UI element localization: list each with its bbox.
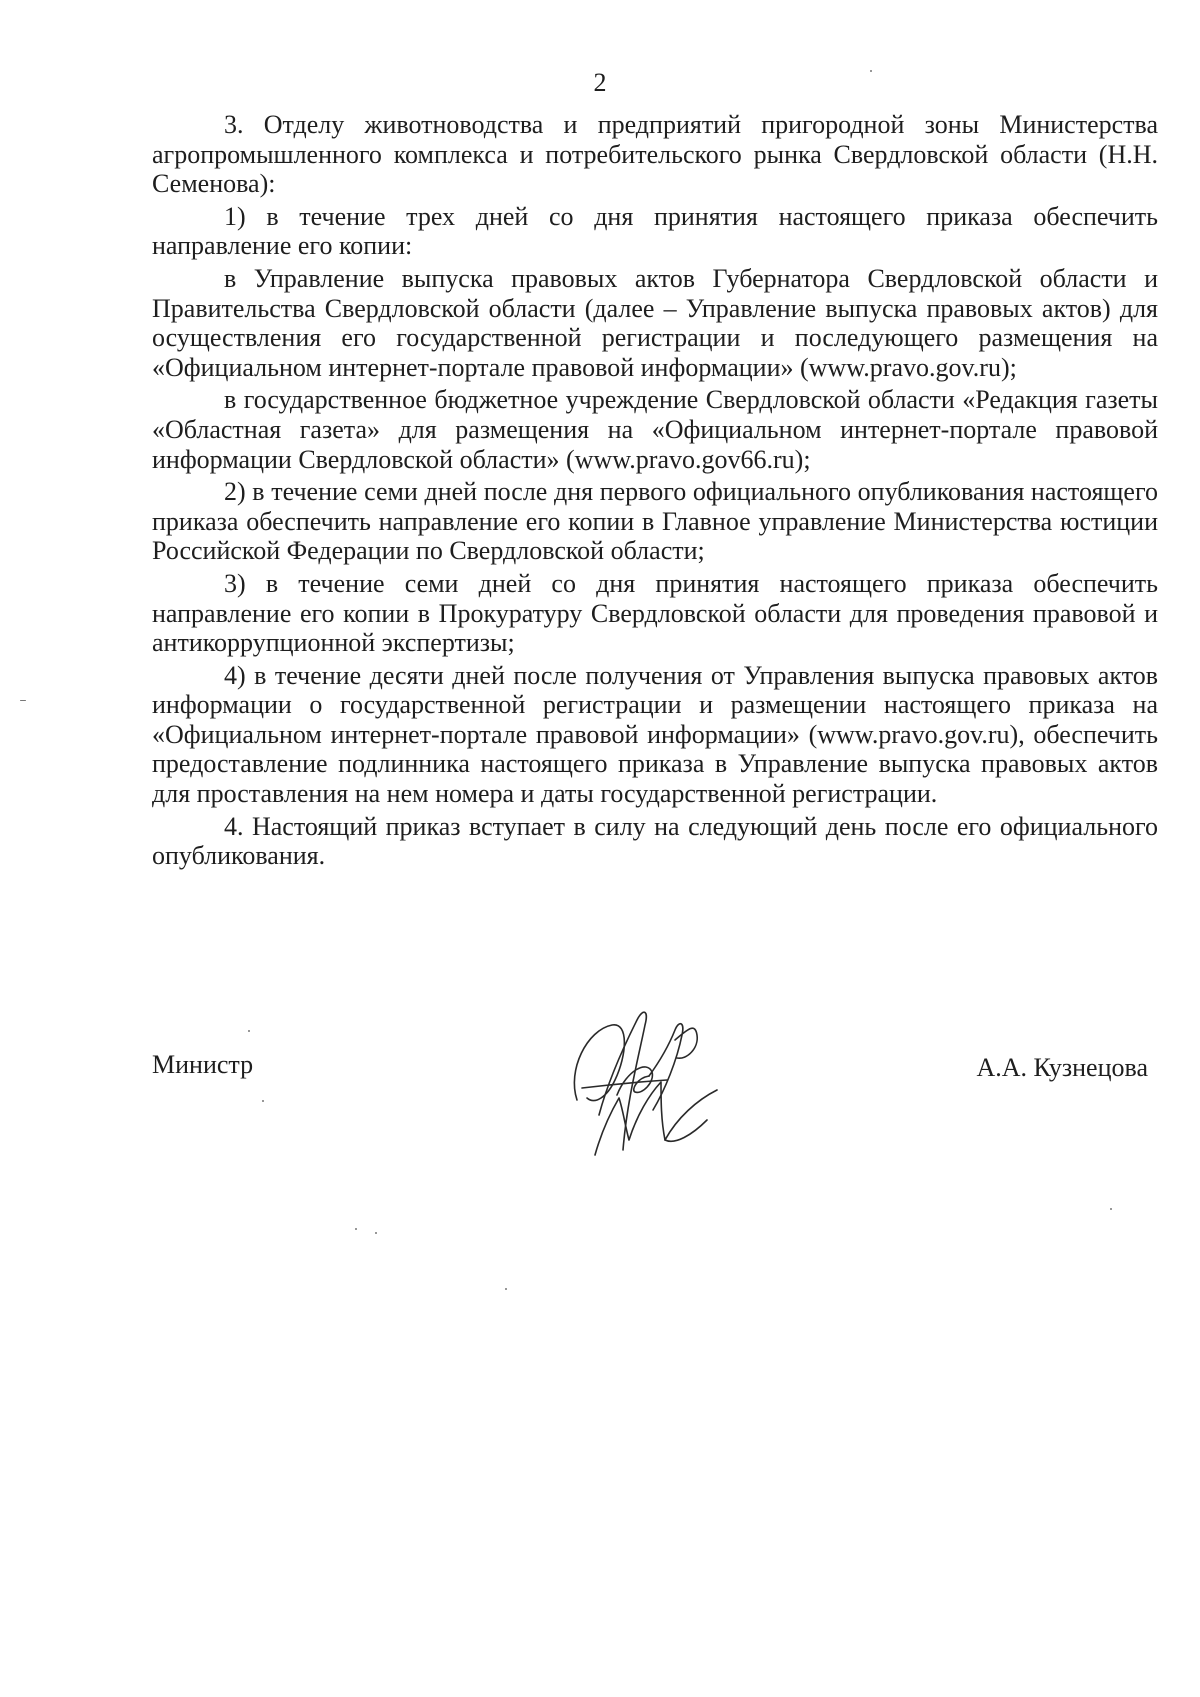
scan-speck — [248, 1030, 250, 1032]
paragraph-section-4: 4. Настоящий приказ вступает в силу на следующий день после его официального опубликования. — [152, 811, 1158, 871]
scan-speck — [870, 70, 872, 72]
document-body — [152, 110, 1158, 874]
page-number: 2 — [593, 68, 607, 97]
paragraph-item-2: 2) в течение семи дней после дня первого официального опубликования настоящего приказа обеспечить направление его копии в Главное управление Министерства юстиции Российской Федерации по Свердловской области; — [152, 477, 1158, 566]
signatory-name: А.А. Кузнецова — [976, 1053, 1148, 1082]
handwritten-signature-icon — [557, 1000, 737, 1170]
paragraph-section-3: 3. Отделу животноводства и предприятий пригородной зоны Министерства агропромышленного комплекса и потребительского рынка Свердловской области (Н.Н. Семенова): — [152, 110, 1158, 199]
scan-speck — [262, 1100, 264, 1102]
scan-speck — [20, 700, 26, 701]
scan-speck — [355, 1228, 357, 1230]
paragraph-item-1: 1) в течение трех дней со дня принятия настоящего приказа обеспечить направление его копии: — [152, 201, 1158, 261]
paragraph-item-4: 4) в течение десяти дней после получения от Управления выпуска правовых актов информации о государственной регистрации и размещении настоящего приказа на «Официальном интернет-портале правовой информации» (www.pravo.gov.ru), обеспечить предоставление подлинника настоящего приказа в Управление выпуска правовых актов для проставления на нем номера и даты государственной регистрации. — [152, 660, 1158, 809]
scan-speck — [375, 1232, 377, 1234]
paragraph-item-1-recipient-1: в Управление выпуска правовых актов Губернатора Свердловской области и Правительства Свердловской области (далее – Управление выпуска правовых актов) для осуществления его государственной регистрации и последующего размещения на «Официальном интернет-портале правовой информации» (www.pravo.gov.ru); — [152, 263, 1158, 382]
scan-speck — [505, 1288, 507, 1290]
paragraph-item-3: 3) в течение семи дней со дня принятия настоящего приказа обеспечить направление его копии в Прокуратуру Свердловской области для проведения правовой и антикоррупционной экспертизы; — [152, 568, 1158, 658]
signature-block — [152, 1050, 1158, 1170]
scan-speck — [1110, 1208, 1112, 1210]
signatory-position: Министр — [152, 1050, 254, 1079]
paragraph-item-1-recipient-2: в государственное бюджетное учреждение Свердловской области «Редакция газеты «Областная газета» для размещения на «Официальном интернет-портале правовой информации Свердловской области» (www.pravo.gov66.ru); — [152, 385, 1158, 474]
